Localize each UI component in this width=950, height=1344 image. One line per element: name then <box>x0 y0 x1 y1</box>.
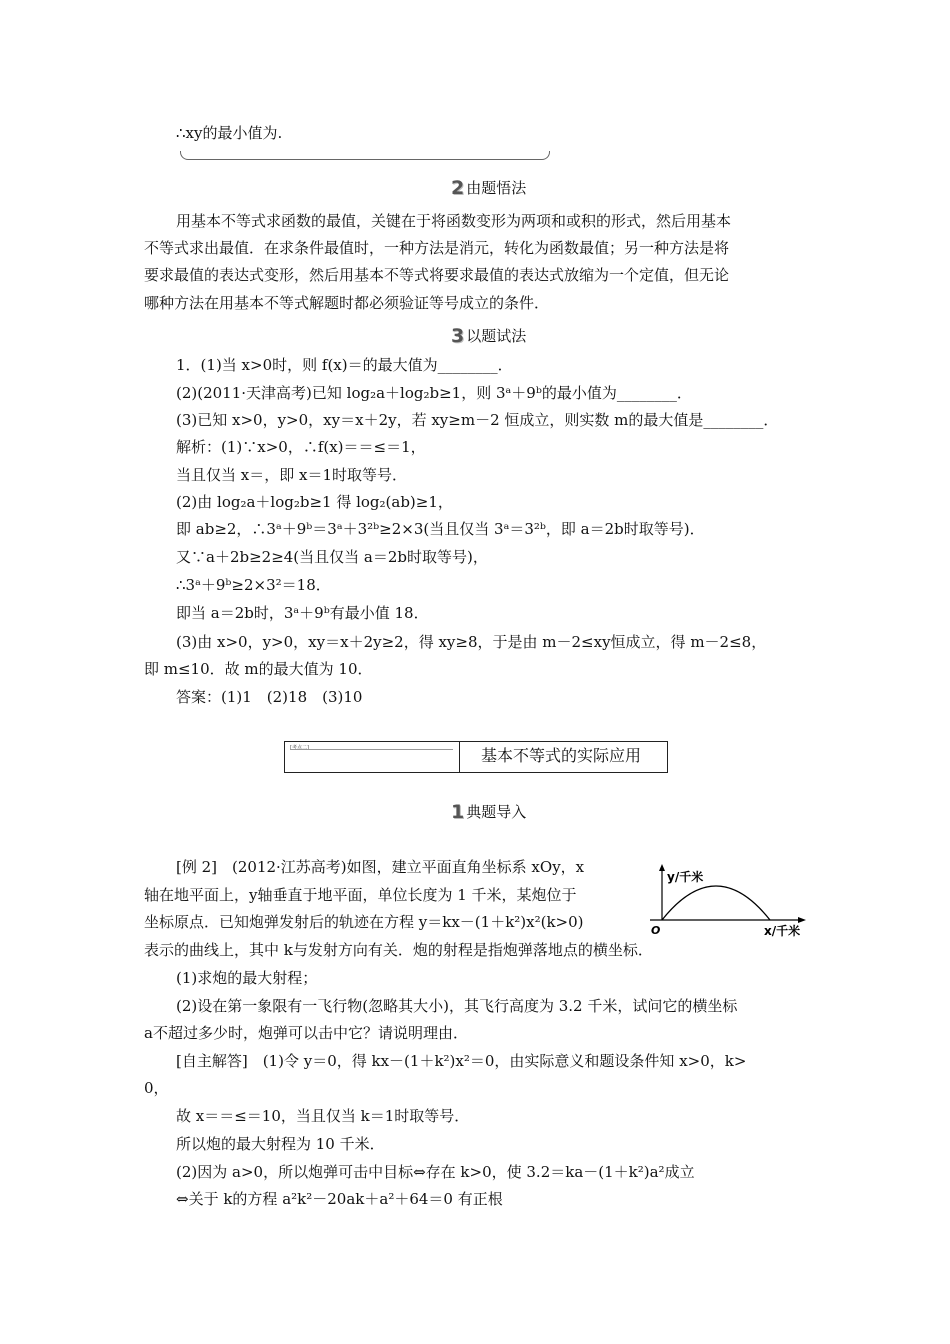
origin-label: O <box>651 924 661 937</box>
example-line: ⇔关于 k的方程 a²k²－20ak＋a²＋64＝0 有正根 <box>176 1190 503 1208</box>
answer-line: 答案：(1)1 (2)18 (3)10 <box>176 688 363 706</box>
section-title: 以题试法 <box>466 327 527 345</box>
section-insight-heading <box>451 177 526 198</box>
section-try-heading <box>451 325 526 346</box>
insight-paragraph-line: 用基本不等式求函数的最值，关键在于将函数变形为两项和或积的形式，然后用基本 <box>176 212 732 230</box>
knowledge-point-tag: [考点二] <box>290 745 309 751</box>
section-number-badge: 2 <box>451 177 465 199</box>
exercise-question-1: 1．(1)当 x>0时，则 f(x)＝的最大值为________． <box>176 356 513 374</box>
section-title: 由题悟法 <box>466 179 527 197</box>
solution-line: 即 ab≥2，∴3ᵃ＋9ᵇ＝3ᵃ＋3²ᵇ≥2×3(当且仅当 3ᵃ＝3²ᵇ，即 a＝2b时取等号)． <box>176 520 705 538</box>
section-number-badge: 1 <box>451 801 465 823</box>
example-line: 坐标原点．已知炮弹发射后的轨迹在方程 y＝kx－(1＋k²)x²(k>0) <box>144 913 584 931</box>
example-line: 故 x＝＝≤＝10，当且仅当 k＝1时取等号． <box>176 1107 470 1125</box>
example-line: 表示的曲线上，其中 k与发射方向有关．炮的射程是指炮弹落地点的横坐标． <box>144 941 653 959</box>
solution-line: 即当 a＝2b时，3ᵃ＋9ᵇ有最小值 18． <box>176 604 429 622</box>
top-line: ∴xy的最小值为. <box>176 124 283 142</box>
solution-line: (2)由 log₂a＋log₂b≥1 得 log₂(ab)≥1， <box>176 493 453 511</box>
example-line: [例 2] (2012·江苏高考)如图，建立平面直角坐标系 xOy，x <box>176 858 585 876</box>
trajectory-figure <box>640 862 812 942</box>
section-number-badge: 3 <box>451 325 465 347</box>
example-line: a不超过多少时，炮弹可以击中它？请说明理由． <box>144 1024 468 1042</box>
section-intro-heading <box>451 801 526 822</box>
example-line: (2)设在第一象限有一飞行物(忽略其大小)，其飞行高度为 3.2 千米，试问它的横坐标 <box>176 997 738 1015</box>
example-line: 轴在地平面上，y轴垂直于地平面，单位长度为 1 千米，某炮位于 <box>144 886 577 904</box>
x-axis-arrow <box>798 917 806 923</box>
x-axis-label: x/千米 <box>764 924 801 938</box>
knowledge-point-tag-cell <box>285 742 460 772</box>
example-line: (2)因为 a>0，所以炮弹可击中目标⇔存在 k>0，使 3.2＝ka－(1＋k²)a²成立 <box>176 1163 695 1181</box>
example-line: (1)求炮的最大射程； <box>176 969 318 987</box>
tag-underline <box>290 749 453 750</box>
solution-line: (3)由 x>0，y>0，xy＝x＋2y≥2，得 xy≥8，于是由 m－2≤xy恒成立，得 m－2≤8， <box>176 633 767 651</box>
exercise-question-3: (3)已知 x>0，y>0，xy＝x＋2y，若 xy≥m－2 恒成立，则实数 m的最大值是________． <box>176 411 779 429</box>
trajectory-curve <box>662 886 770 920</box>
insight-paragraph-line: 不等式求出最值．在求条件最值时，一种方法是消元，转化为函数最值；另一种方法是将 <box>144 239 730 257</box>
solution-line: 解析：(1)∵x>0，∴f(x)＝＝≤＝1， <box>176 438 426 456</box>
solution-line: 即 m≤10．故 m的最大值为 10． <box>144 660 373 678</box>
solution-line: 又∵a＋2b≥2≥4(当且仅当 a＝2b时取等号)， <box>176 548 488 566</box>
example-line: 所以炮的最大射程为 10 千米． <box>176 1135 385 1153</box>
knowledge-point-box <box>284 741 668 773</box>
knowledge-point-title: 基本不等式的实际应用 <box>481 746 642 765</box>
insight-paragraph-line: 要求最值的表达式变形，然后用基本不等式将要求最值的表达式放缩为一个定值，但无论 <box>144 266 730 284</box>
y-axis-label: y/千米 <box>667 870 704 884</box>
example-line: 0， <box>144 1079 169 1097</box>
exercise-question-2: (2)(2011·天津高考)已知 log₂a＋log₂b≥1，则 3ᵃ＋9ᵇ的最小值为________． <box>176 384 692 402</box>
y-axis-arrow <box>659 864 665 871</box>
solution-end-bracket <box>180 151 550 160</box>
insight-paragraph-line: 哪种方法在用基本不等式解题时都必须验证等号成立的条件． <box>144 294 550 312</box>
section-title: 典题导入 <box>466 803 527 821</box>
example-line: [自主解答] (1)令 y＝0，得 kx－(1＋k²)x²＝0，由实际意义和题设条件知 x>0，k> <box>176 1052 747 1070</box>
solution-line: 当且仅当 x＝，即 x＝1时取等号． <box>176 466 407 484</box>
solution-line: ∴3ᵃ＋9ᵇ≥2×3²＝18． <box>176 576 331 594</box>
